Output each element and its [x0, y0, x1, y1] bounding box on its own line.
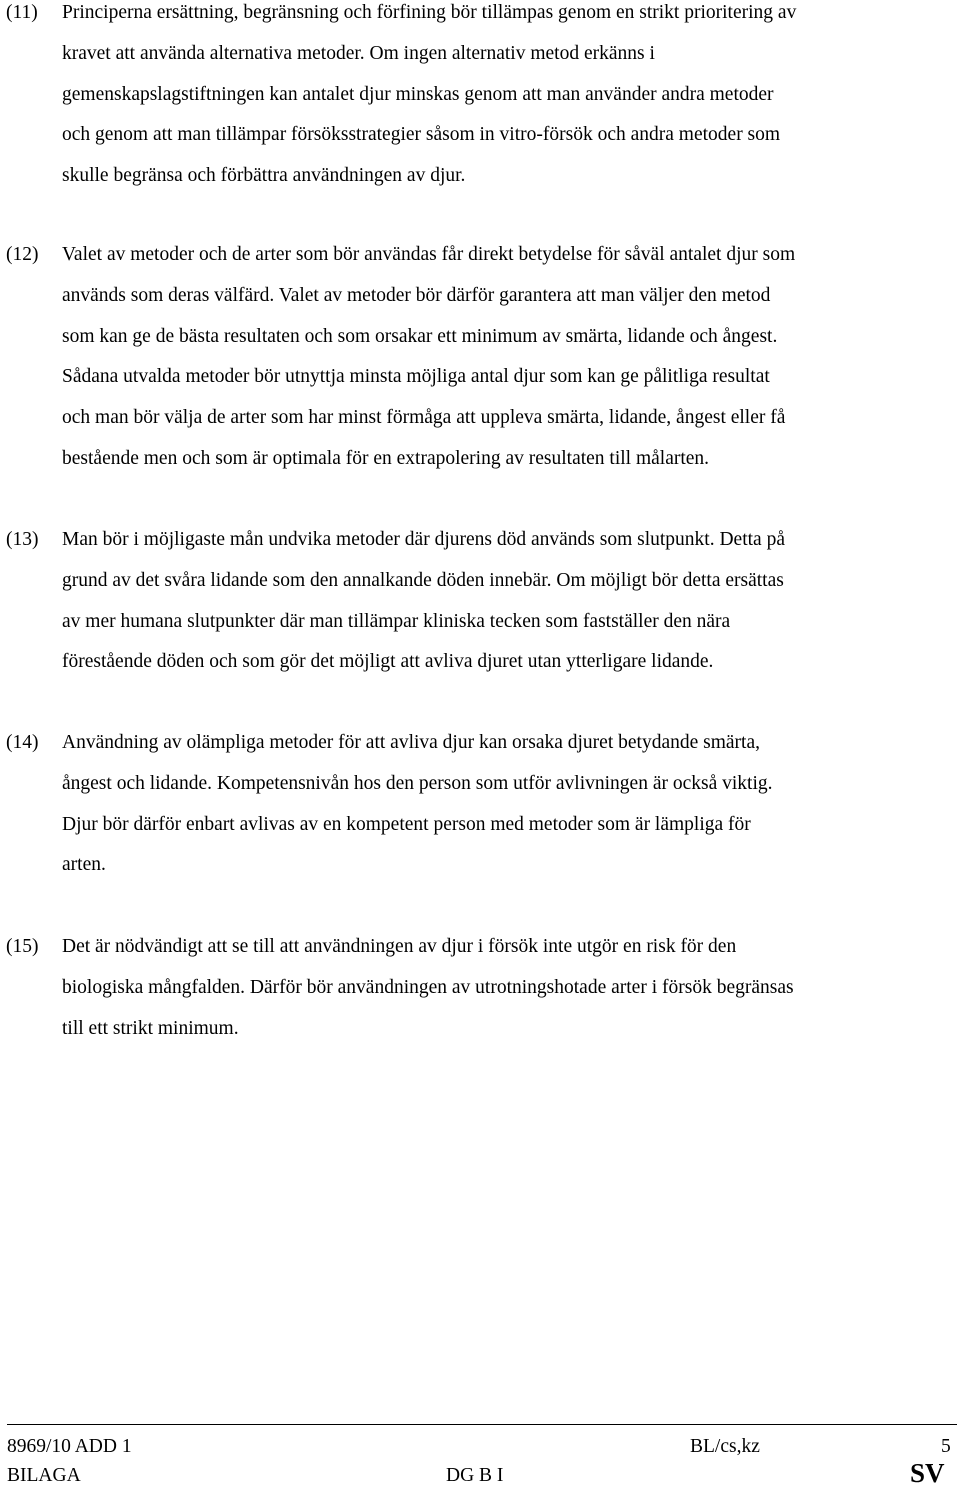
footer-page-number: 5 [941, 1436, 951, 1457]
recital-line: kravet att använda alternativa metoder. Om ingen alternativ metod erkänns i [62, 42, 655, 64]
recital-number: (12) [6, 244, 39, 265]
recital-line: av mer humana slutpunkter där man tillämpar kliniska tecken som fastställer den nära [62, 610, 731, 632]
recital-line: skulle begränsa och förbättra användningen av djur. [62, 165, 466, 187]
recital-number: (15) [6, 936, 39, 957]
recital-line: arten. [62, 854, 106, 876]
recital-line: förestående döden och som gör det möjligt att avliva djuret utan ytterligare lidande. [62, 651, 714, 673]
recital-line: och man bör välja de arter som har minst förmåga att uppleva smärta, lidande, ångest eller få [62, 407, 786, 429]
recital-number: (14) [6, 732, 39, 753]
recital-line: bestående men och som är optimala för en extrapolering av resultaten till målarten. [62, 448, 710, 469]
footer-initials: BL/cs,kz [690, 1436, 760, 1457]
recital-line: Valet av metoder och de arter som bör användas får direkt betydelse för såväl antalet djur som [62, 244, 796, 265]
footer-annex-label: BILAGA [7, 1465, 81, 1486]
recital-line: grund av det svåra lidande som den annalkande döden innebär. Om möjligt bör detta ersättas [62, 569, 784, 591]
recital-line: som kan ge de bästa resultaten och som orsakar ett minimum av smärta, lidande och ångest. [62, 325, 778, 347]
recital-line: Principerna ersättning, begränsning och förfining bör tillämpas genom en strikt prioritering av [62, 2, 797, 23]
recital-line: och genom att man tillämpar försöksstrategier såsom in vitro-försök och andra metoder som [62, 124, 781, 146]
recital-line: används som deras välfärd. Valet av metoder bör därför garantera att man väljer den metod [62, 284, 771, 306]
recital-line: gemenskapslagstiftningen kan antalet djur minskas genom att man använder andra metoder [62, 83, 774, 105]
recital-line: Djur bör därför enbart avlivas av en kompetent person med metoder som är lämpliga för [62, 813, 751, 835]
recital-line: Man bör i möjligaste mån undvika metoder där djurens död används som slutpunkt. Detta på [62, 529, 785, 550]
footer-dg: DG B I [446, 1465, 504, 1486]
recital-number: (11) [6, 2, 38, 23]
recital-number: (13) [6, 529, 39, 550]
recital-line: Det är nödvändigt att se till att användningen av djur i försök inte utgör en risk för den [62, 936, 737, 957]
recital-line: biologiska mångfalden. Därför bör användningen av utrotningshotade arter i försök begränsas [62, 976, 794, 998]
recital-line: till ett strikt minimum. [62, 1017, 239, 1039]
footer-doc-ref: 8969/10 ADD 1 [7, 1436, 132, 1457]
recital-line: ångest och lidande. Kompetensnivån hos den person som utför avlivningen är också viktig. [62, 772, 773, 794]
recital-line: Sådana utvalda metoder bör utnyttja minsta möjliga antal djur som kan ge pålitliga resultat [62, 366, 770, 388]
footer-divider [7, 1424, 957, 1425]
recital-line: Användning av olämpliga metoder för att avliva djur kan orsaka djuret betydande smärta, [62, 732, 760, 753]
footer-language-code: SV [910, 1458, 945, 1488]
